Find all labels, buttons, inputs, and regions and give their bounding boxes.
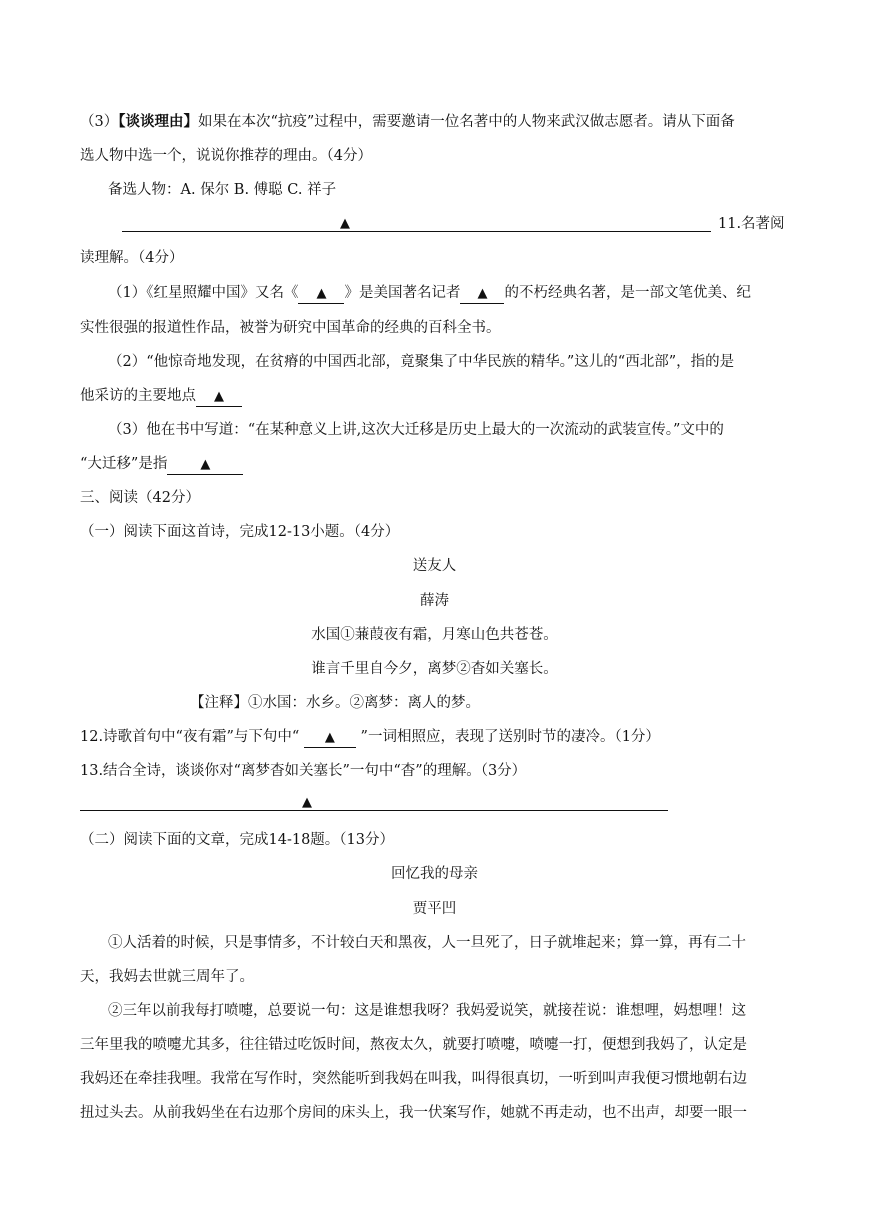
q3-tag: 【谈谈理由】 [118,113,198,130]
para1-line2: 天，我妈去世就三周年了。 [80,969,254,985]
q11-title-cont: 读理解。（4分） [80,250,184,266]
q12: 12.诗歌首句中“夜有霜”与下句中“ ▲ ”一词相照应，表现了送别时节的凄冷。（1分） [80,727,660,748]
section-heading: 三、阅读（42分） [80,490,200,506]
answer-mark-icon: ▲ [340,216,350,231]
q11-p1-line2: 实性很强的报道性作品，被誉为研究中国革命的经典的百科全书。 [80,320,501,336]
q3-answer-line [122,231,711,232]
answer-mark-icon: ▲ [302,795,312,810]
part2-intro: （二）阅读下面的文章，完成14-18题。（13分） [80,832,394,848]
q3-candidates: 备选人物：A. 保尔 B. 傅聪 C. 祥子 [108,182,337,198]
q13: 13.结合全诗，谈谈你对“离梦杳如关塞长”一句中“杳”的理解。（3分） [80,763,527,779]
poem-title: 送友人 [412,558,457,574]
article-title: 回忆我的母亲 [391,866,478,882]
q11-p2-line1: （2）“他惊奇地发现，在贫瘠的中国西北部，竟聚集了中华民族的精华。”这儿的“西北部”，指的是 [108,354,735,370]
article-author: 贾平凹 [412,901,457,917]
para2-line3: 我妈还在牵挂我哩。我常在写作时，突然能听到我妈在叫我，叫得很真切，一听到叫声我便习惯地朝右边 [80,1071,747,1087]
poem-line-1: 水国①蒹葭夜有霜，月寒山色共苍苍。 [311,627,558,643]
para2-line1: ②三年以前我每打喷嚏，总要说一句：这是谁想我呀？我妈爱说笑，就接茬说：谁想哩，妈想哩！这 [108,1003,746,1019]
q11-p3-line1: （3）他在书中写道：“在某种意义上讲,这次大迁移是历史上最大的一次流动的武装宣传。”文中的 [108,422,724,438]
q11-title-tail: 11.名著阅 [718,216,785,232]
blank-field: ▲ [298,285,344,304]
para2-line4: 扭过头去。从前我妈坐在右边那个房间的床头上，我一伏案写作，她就不再走动，也不出声，却要一眼一 [80,1105,747,1121]
blank-field: ▲ [196,388,242,407]
blank-field: ▲ [167,456,243,475]
poem-note: 【注释】①水国：水乡。②离梦：离人的梦。 [190,695,480,711]
part1-intro: （一）阅读下面这首诗，完成12-13小题。（4分） [80,524,400,540]
blank-field: ▲ [460,285,504,304]
q11-p2-line2: 他采访的主要地点 ▲ [80,386,242,407]
q11-p3-line2: “大迁移”是指 ▲ [80,454,243,475]
q3-line1: （3）【谈谈理由】如果在本次“抗疫”过程中，需要邀请一位名著中的人物来武汉做志愿者。请从下面备 [80,113,735,130]
poem-author: 薛涛 [420,593,449,609]
q13-answer-line [80,810,668,811]
q3-line2: 选人物中选一个，说说你推荐的理由。（4分） [80,148,372,164]
blank-field: ▲ [304,729,356,748]
para1-line1: ①人活着的时候，只是事情多，不计较白天和黑夜，人一旦死了，日子就堆起来；算一算，再有二十 [108,935,746,951]
q11-p1-line1: （1）《红星照耀中国》又名《 ▲ 》是美国著名记者 ▲ 的不朽经典名著，是一部文笔优美、纪 [108,283,751,304]
poem-line-2: 谁言千里自今夕，离梦②杳如关塞长。 [311,661,558,677]
para2-line2: 三年里我的喷嚏尤其多，往往错过吃饭时间，熬夜太久，就要打喷嚏，喷嚏一打，便想到我妈了，认定是 [80,1037,747,1053]
